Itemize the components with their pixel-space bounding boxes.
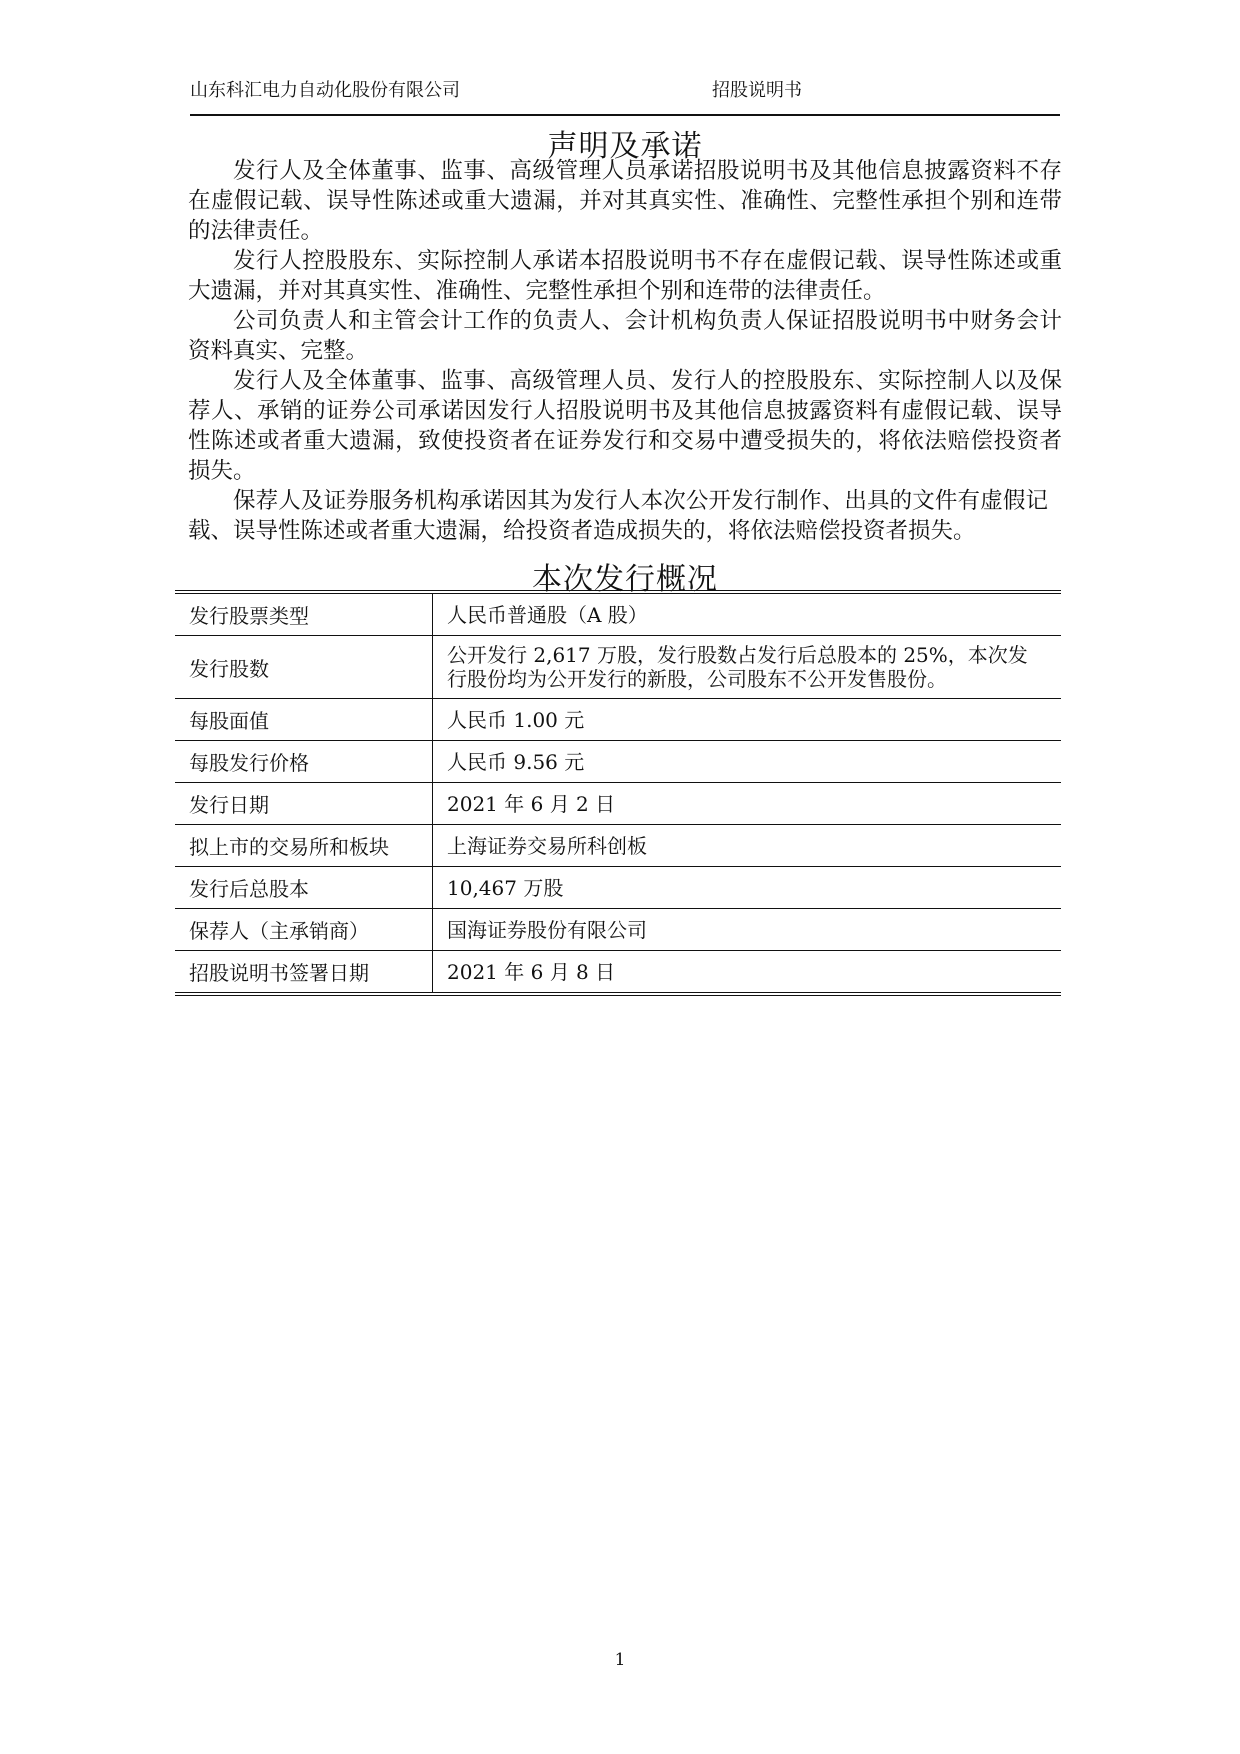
row-label: 每股面值 — [175, 699, 433, 740]
declaration-title: 声明及承诺 — [547, 129, 703, 164]
row-value: 人民币 9.56 元 — [447, 749, 585, 774]
row-label: 发行股票类型 — [175, 594, 433, 635]
table-row — [175, 699, 1061, 741]
row-value: 上海证券交易所科创板 — [447, 833, 647, 858]
row-value: 2021 年 6 月 2 日 — [447, 791, 616, 816]
declaration-paragraph: 保荐人及证券服务机构承诺因其为发行人本次公开发行制作、出具的文件有虚假记载、误导性陈述或者重大遗漏，给投资者造成损失的，将依法赔偿投资者损失。 — [188, 488, 1048, 544]
declaration-paragraph: 发行人及全体董事、监事、高级管理人员承诺招股说明书及其他信息披露资料不存在虚假记载、误导性陈述或重大遗漏，并对其真实性、准确性、完整性承担个别和连带的法律责任。 — [188, 158, 1062, 244]
declaration-paragraph: 发行人及全体董事、监事、高级管理人员、发行人的控股股东、实际控制人以及保荐人、承销的证券公司承诺因发行人招股说明书及其他信息披露资料有虚假记载、误导性陈述或者重大遗漏，致使投资者在证券发行和交易中遭受损失的，将依法赔偿投资者损失。 — [188, 368, 1062, 484]
overview-title: 本次发行概况 — [532, 562, 718, 597]
row-label: 保荐人（主承销商） — [175, 909, 433, 950]
row-value: 人民币普通股（A 股） — [447, 602, 648, 627]
overview-table — [175, 590, 1061, 996]
header-divider — [190, 114, 1060, 116]
row-label: 拟上市的交易所和板块 — [175, 825, 433, 866]
table-row — [175, 909, 1061, 951]
row-label: 发行日期 — [175, 783, 433, 824]
table-row — [175, 951, 1061, 992]
row-value: 国海证券股份有限公司 — [447, 917, 647, 942]
table-row — [175, 636, 1061, 699]
table-row — [175, 825, 1061, 867]
table-row — [175, 741, 1061, 783]
row-label: 招股说明书签署日期 — [175, 951, 433, 992]
row-value: 公开发行 2,617 万股，发行股数占发行后总股本的 25%，本次发行股份均为公开发行的新股，公司股东不公开发售股份。 — [447, 643, 1028, 691]
header-document-title: 招股说明书 — [712, 80, 802, 101]
declaration-paragraph: 发行人控股股东、实际控制人承诺本招股说明书不存在虚假记载、误导性陈述或重大遗漏，并对其真实性、准确性、完整性承担个别和连带的法律责任。 — [188, 248, 1062, 304]
row-label: 发行后总股本 — [175, 867, 433, 908]
declaration-body — [188, 156, 1062, 546]
declaration-paragraph: 公司负责人和主管会计工作的负责人、会计机构负责人保证招股说明书中财务会计资料真实、完整。 — [188, 308, 1062, 364]
row-value: 10,467 万股 — [447, 875, 564, 900]
row-value: 2021 年 6 月 8 日 — [447, 959, 616, 984]
page-header — [190, 76, 1060, 112]
table-row — [175, 783, 1061, 825]
table-row — [175, 867, 1061, 909]
header-company-name: 山东科汇电力自动化股份有限公司 — [190, 80, 460, 101]
row-value: 人民币 1.00 元 — [447, 707, 585, 732]
row-label: 发行股数 — [175, 636, 433, 698]
page-number: 1 — [614, 1650, 626, 1670]
row-label: 每股发行价格 — [175, 741, 433, 782]
table-row — [175, 594, 1061, 636]
